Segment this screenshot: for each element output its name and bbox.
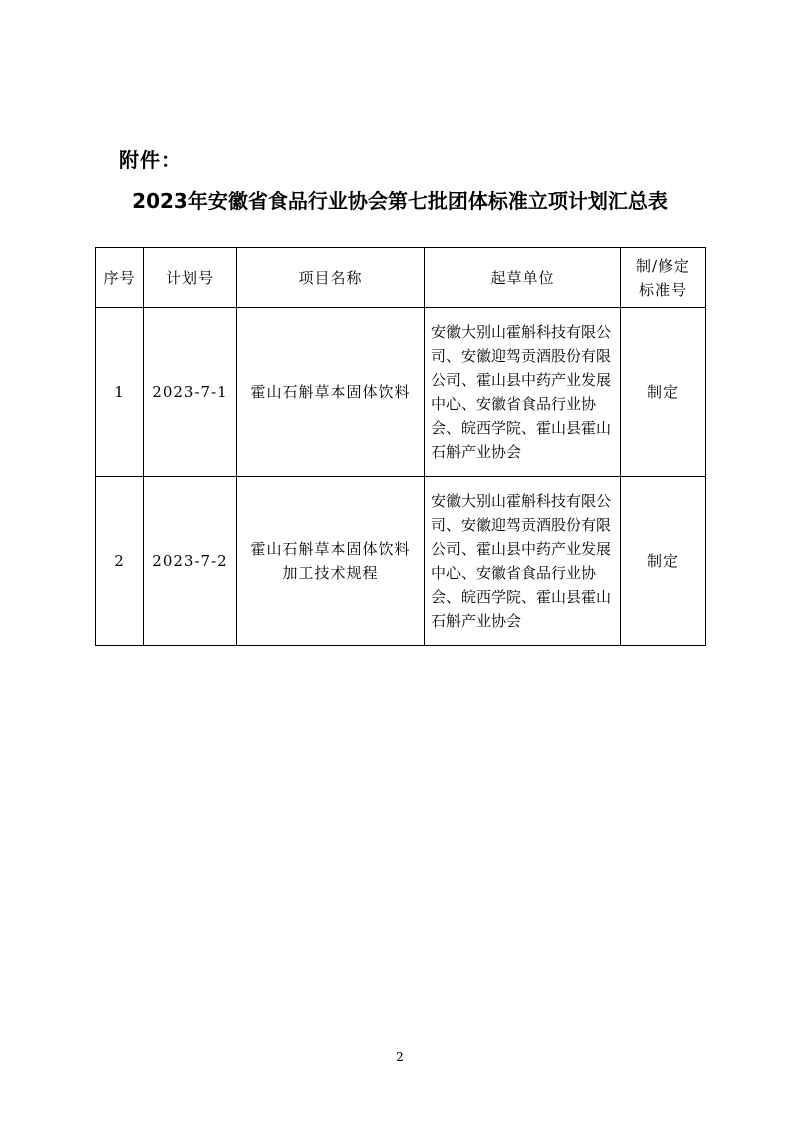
table-header-row — [96, 248, 706, 308]
cell-project-name: 霍山石斛草本固体饮料加工技术规程 — [237, 477, 425, 646]
header-type: 制/修定标准号 — [621, 248, 706, 308]
attachment-label: 附件： — [119, 148, 182, 172]
cell-seq: 1 — [96, 308, 144, 477]
table-row — [96, 308, 706, 477]
cell-seq: 2 — [96, 477, 144, 646]
header-seq: 序号 — [96, 248, 144, 308]
cell-plan-no: 2023-7-2 — [144, 477, 237, 646]
cell-drafting-units: 安徽大别山霍斛科技有限公司、安徽迎驾贡酒股份有限公司、霍山县中药产业发展中心、安徽省食品行业协会、皖西学院、霍山县霍山石斛产业协会 — [425, 308, 621, 477]
cell-drafting-units: 安徽大别山霍斛科技有限公司、安徽迎驾贡酒股份有限公司、霍山县中药产业发展中心、安徽省食品行业协会、皖西学院、霍山县霍山石斛产业协会 — [425, 477, 621, 646]
header-plan-no: 计划号 — [144, 248, 237, 308]
standards-plan-table — [95, 247, 706, 646]
cell-type: 制定 — [621, 308, 706, 477]
header-drafting-units: 起草单位 — [425, 248, 621, 308]
table-row — [96, 477, 706, 646]
cell-project-name: 霍山石斛草本固体饮料 — [237, 308, 425, 477]
cell-plan-no: 2023-7-1 — [144, 308, 237, 477]
page-number: 2 — [396, 1050, 404, 1064]
document-title: 2023年安徽省食品行业协会第七批团体标准立项计划汇总表 — [132, 189, 668, 213]
cell-type: 制定 — [621, 477, 706, 646]
header-project-name: 项目名称 — [237, 248, 425, 308]
